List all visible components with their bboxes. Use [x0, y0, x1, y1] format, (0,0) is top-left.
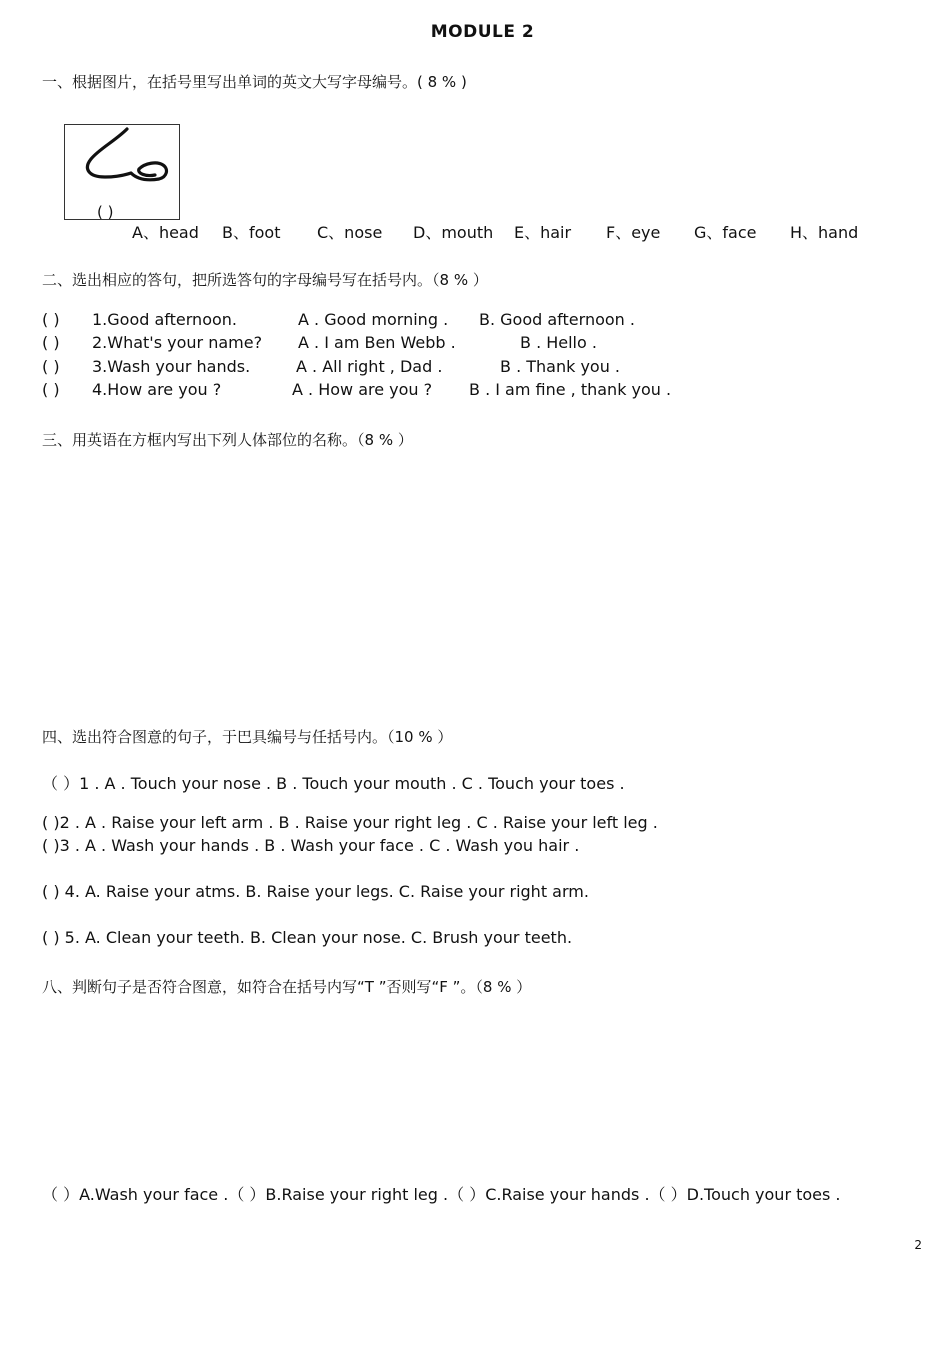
s2-row2-option-b: B . Hello .	[520, 333, 597, 352]
option-hand: H、hand	[790, 223, 859, 242]
s4-row2: ( )2 . A . Raise your left arm . B . Raise your right leg . C . Raise your left leg .	[42, 813, 658, 832]
s4-row5: ( ) 5. A. Clean your teeth. B. Clean your nose. C. Brush your teeth.	[42, 928, 573, 947]
s2-row4-option-a: A . How are you ?	[292, 380, 433, 399]
s2-row3-option-a: A . All right , Dad .	[296, 357, 443, 376]
s2-row2-paren[interactable]: ( )	[42, 333, 60, 352]
option-hair: E、hair	[514, 223, 572, 242]
option-mouth: D、mouth	[413, 223, 494, 242]
section4-heading: 四、选出符合图意的句子，于巴具编号与任括号内。（10 % ）	[42, 728, 453, 746]
nose-answer-paren[interactable]: ( )	[97, 203, 114, 221]
s2-row2-option-a: A . I am Ben Webb .	[298, 333, 456, 352]
s2-row2-question: 2.What's your name?	[92, 333, 263, 352]
section8-heading: 八、判断句子是否符合图意，如符合在括号内写“T ”否则写“F ”。（8 % ）	[42, 978, 532, 996]
section3-heading: 三、用英语在方框内写出下列人体部位的名称。（8 % ）	[42, 431, 413, 449]
s4-row1: （ ）1 . A . Touch your nose . B . Touch your mouth . C . Touch your toes .	[42, 774, 625, 793]
option-face: G、face	[694, 223, 757, 242]
s2-row3-paren[interactable]: ( )	[42, 357, 60, 376]
s8-items: （ ）A.Wash your face .（ ）B.Raise your right leg .（ ）C.Raise your hands .（ ）D.Touch your toes .	[42, 1185, 841, 1204]
s2-row1-question: 1.Good afternoon.	[92, 310, 237, 329]
s2-row1-option-b: B. Good afternoon .	[479, 310, 635, 329]
option-foot: B、foot	[222, 223, 281, 242]
section2-heading: 二、选出相应的答句，把所选答句的字母编号写在括号内。（8 % ）	[42, 271, 488, 289]
option-nose: C、nose	[317, 223, 383, 242]
option-head: A、head	[132, 223, 199, 242]
page-title: MODULE 2	[430, 22, 535, 42]
nose-drawing-icon	[65, 125, 181, 221]
s4-row4: ( ) 4. A. Raise your atms. B. Raise your legs. C. Raise your right arm.	[42, 882, 589, 901]
option-eye: F、eye	[606, 223, 661, 242]
s2-row3-option-b: B . Thank you .	[500, 357, 621, 376]
s2-row4-question: 4.How are you ?	[92, 380, 222, 399]
s2-row4-option-b: B . I am fine , thank you .	[469, 380, 672, 399]
page-number: 2	[914, 1238, 922, 1252]
s4-row3: ( )3 . A . Wash your hands . B . Wash your face . C . Wash you hair .	[42, 836, 580, 855]
nose-picture-box	[64, 124, 180, 220]
s2-row4-paren[interactable]: ( )	[42, 380, 60, 399]
section1-heading: 一、根据图片，在括号里写出单词的英文大写字母编号。( 8 % )	[42, 73, 467, 91]
s2-row3-question: 3.Wash your hands.	[92, 357, 251, 376]
s2-row1-option-a: A . Good morning .	[298, 310, 449, 329]
s2-row1-paren[interactable]: ( )	[42, 310, 60, 329]
